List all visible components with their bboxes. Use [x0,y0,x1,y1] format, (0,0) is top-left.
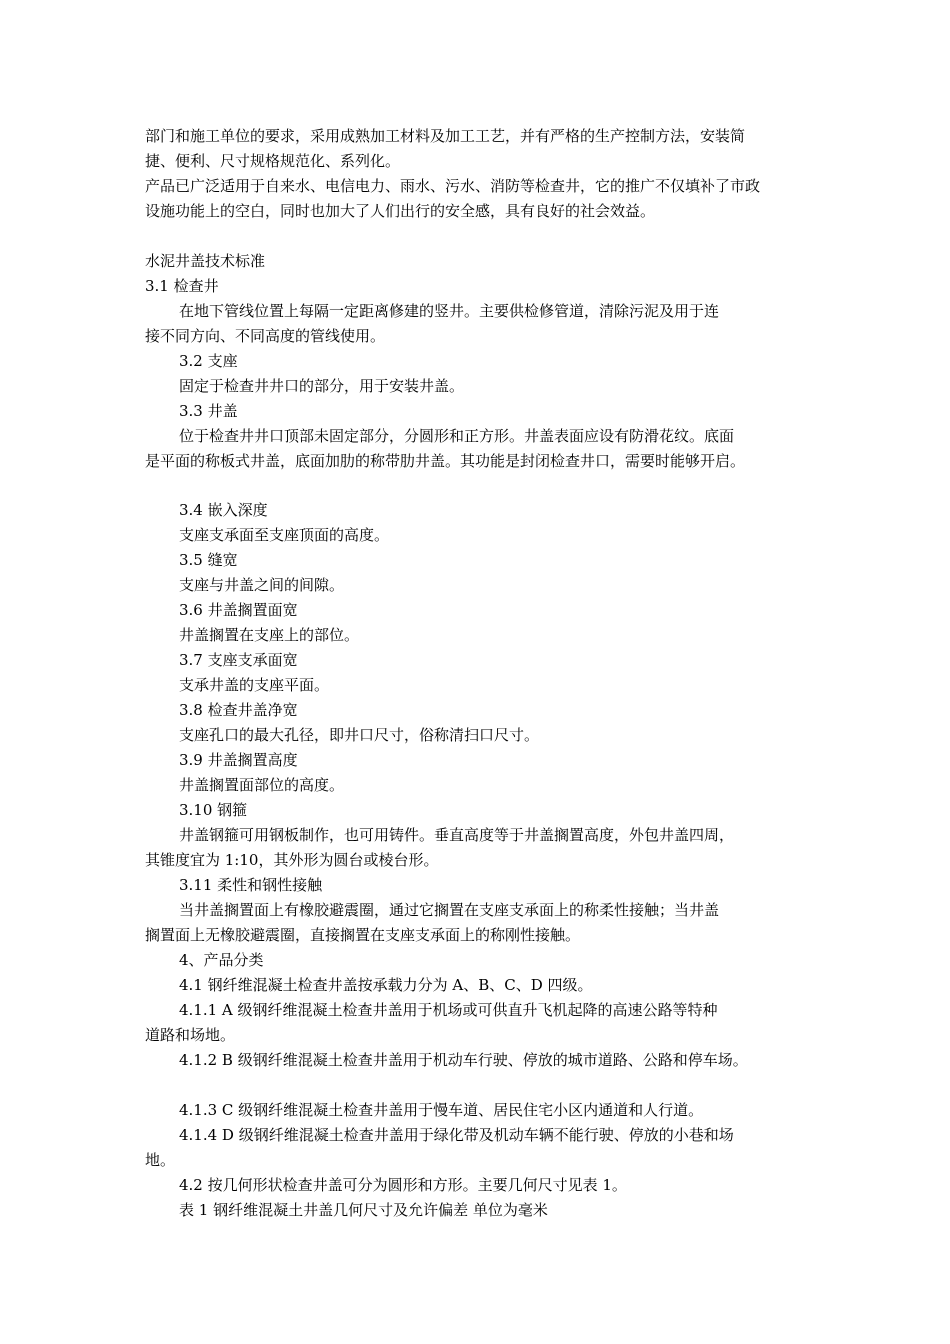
paragraph-line: 4.1.2 B 级钢纤维混凝土检查井盖用于机动车行驶、停放的城市道路、公路和停车场。 [179,1051,748,1069]
paragraph-line: 产品已广泛适用于自来水、电信电力、雨水、污水、消防等检查井，它的推广不仅填补了市政 [145,177,761,195]
paragraph-line: 设施功能上的空白，同时也加大了人们出行的安全感，具有良好的社会效益。 [145,202,656,220]
clause-heading: 3.2 支座 [179,352,238,370]
paragraph-line: 地。 [145,1151,176,1169]
paragraph-line: 支座孔口的最大孔径，即井口尺寸，俗称清扫口尺寸。 [179,726,540,744]
clause-heading: 3.6 井盖搁置面宽 [179,601,298,619]
paragraph-line: 4.1 钢纤维混凝土检查井盖按承载力分为 A、B、C、D 四级。 [179,976,593,994]
paragraph-line: 当井盖搁置面上有橡胶避震圈，通过它搁置在支座支承面上的称柔性接触；当井盖 [179,901,720,919]
clause-heading: 3.4 嵌入深度 [179,501,268,519]
paragraph-line: 井盖搁置在支座上的部位。 [179,626,360,644]
paragraph-line: 井盖钢箍可用钢板制作，也可用铸件。垂直高度等于井盖搁置高度，外包井盖四周， [179,826,735,844]
paragraph-line: 支座支承面至支座顶面的高度。 [179,526,390,544]
paragraph-line: 井盖搁置面部位的高度。 [179,776,345,794]
paragraph-line: 4.1.3 C 级钢纤维混凝土检查井盖用于慢车道、居民住宅小区内通道和人行道。 [179,1101,704,1119]
paragraph-line: 是平面的称板式井盖，底面加肋的称带肋井盖。其功能是封闭检查井口，需要时能够开启。 [145,452,746,470]
paragraph-line: 4.1.4 D 级钢纤维混凝土检查井盖用于绿化带及机动车辆不能行驶、停放的小巷和场 [179,1126,734,1144]
paragraph-line: 捷、便利、尺寸规格规范化、系列化。 [145,152,401,170]
table-caption: 表 1 钢纤维混凝土井盖几何尺寸及允许偏差 单位为毫米 [179,1201,548,1219]
clause-heading: 3.11 柔性和钢性接触 [179,876,323,894]
clause-heading: 3.7 支座支承面宽 [179,651,298,669]
paragraph-line: 在地下管线位置上每隔一定距离修建的竖井。主要供检修管道，清除污泥及用于连 [179,302,720,320]
clause-heading: 3.10 钢箍 [179,801,248,819]
paragraph-line: 支座与井盖之间的间隙。 [179,576,345,594]
section-heading: 水泥井盖技术标准 [145,252,266,270]
clause-heading: 3.1 检查井 [145,277,219,295]
paragraph-line: 4.1.1 A 级钢纤维混凝土检查井盖用于机场或可供直升飞机起降的高速公路等特种 [179,1001,718,1019]
clause-heading: 3.9 井盖搁置高度 [179,751,298,769]
paragraph-line: 道路和场地。 [145,1026,236,1044]
paragraph-line: 固定于检查井井口的部分，用于安装井盖。 [179,377,465,395]
paragraph-line: 其锥度宜为 1:10，其外形为圆台或棱台形。 [145,851,439,869]
paragraph-line: 搁置面上无橡胶避震圈，直接搁置在支座支承面上的称刚性接触。 [145,926,581,944]
paragraph-line: 支承井盖的支座平面。 [179,676,330,694]
paragraph-line: 接不同方向、不同高度的管线使用。 [145,327,386,345]
clause-heading: 3.8 检查井盖净宽 [179,701,298,719]
clause-heading: 3.3 井盖 [179,402,238,420]
paragraph-line: 位于检查井井口顶部未固定部分，分圆形和正方形。井盖表面应设有防滑花纹。底面 [179,427,735,445]
clause-heading: 3.5 缝宽 [179,551,238,569]
paragraph-line: 4.2 按几何形状检查井盖可分为圆形和方形。主要几何尺寸见表 1。 [179,1176,627,1194]
paragraph-line: 部门和施工单位的要求，采用成熟加工材料及加工工艺，并有严格的生产控制方法，安装简 [145,127,746,145]
section-heading: 4、产品分类 [179,951,264,969]
